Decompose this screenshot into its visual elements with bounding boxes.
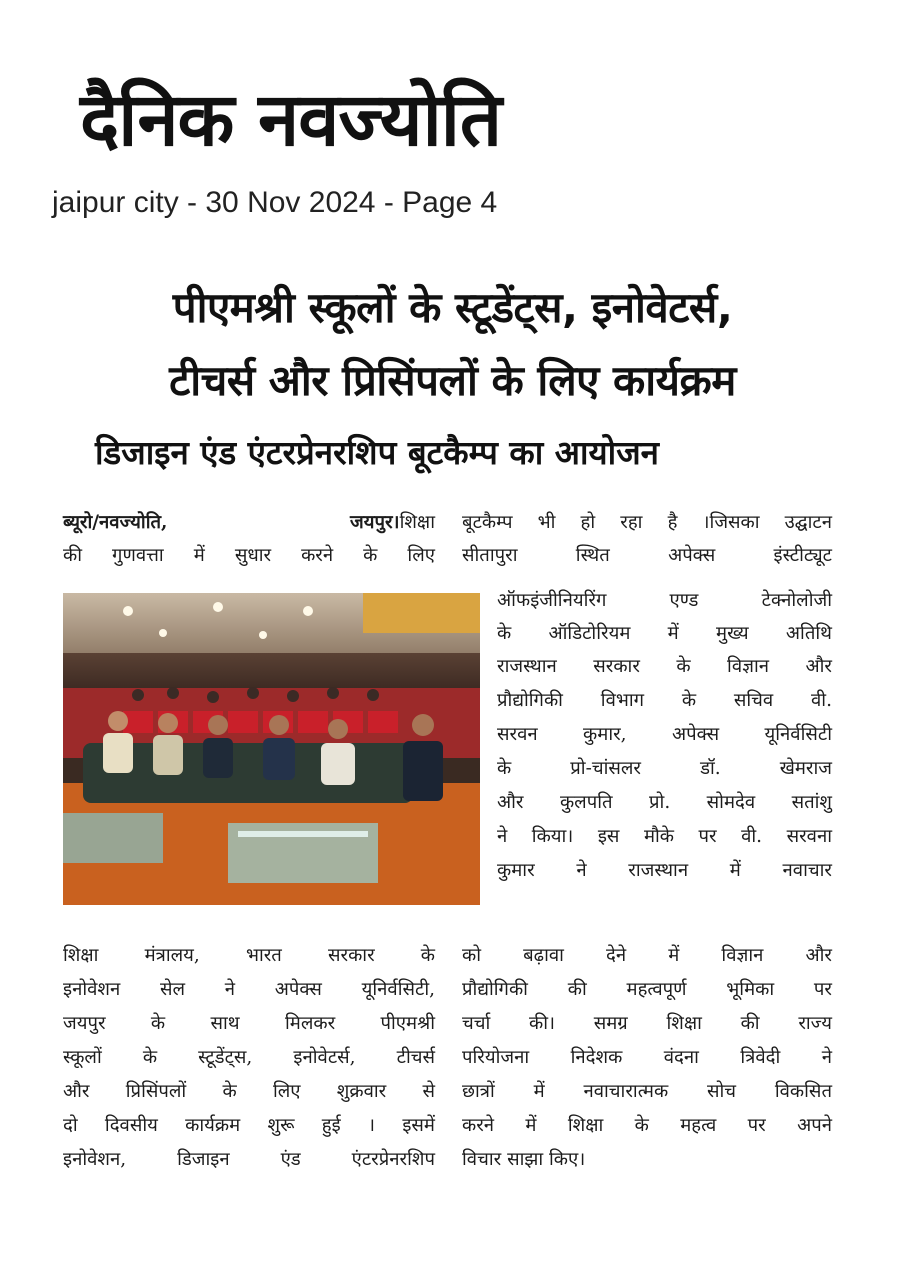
article-line: परियोजना निदेशक वंदना त्रिवेदी ने xyxy=(462,1047,832,1068)
headline-line-1: पीएमश्री स्कूलों के स्टूडेंट्स, इनोवेटर्स, xyxy=(172,283,733,332)
article-line: राजस्थान सरकार के विज्ञान और xyxy=(497,656,832,677)
article-line: स्कूलों के स्टूडेंट्स, इनोवेटर्स, टीचर्स xyxy=(63,1047,435,1068)
article-line: इनोवेशन सेल ने अपेक्स यूनिर्वसिटी, xyxy=(63,979,435,1000)
article-line: जयपुर के साथ मिलकर पीएमश्री xyxy=(63,1013,435,1034)
article-line: ने किया। इस मौके पर वी. सरवना xyxy=(497,826,832,847)
article-line: और कुलपति प्रो. सोमदेव सतांशु xyxy=(497,792,832,813)
article-line: प्रौद्योगिकी की महत्वपूर्ण भूमिका पर xyxy=(462,979,832,1000)
article-line: करने में शिक्षा के महत्व पर अपने xyxy=(462,1115,832,1136)
auditorium-photo-illustration xyxy=(63,593,480,905)
article-line: कुमार ने राजस्थान में नवाचार xyxy=(497,860,832,881)
article-line: छात्रों में नवाचारात्मक सोच विकसित xyxy=(462,1081,832,1102)
article-line: सरवन कुमार, अपेक्स यूनिर्वसिटी xyxy=(497,724,832,745)
edition-dateline: jaipur city - 30 Nov 2024 - Page 4 xyxy=(52,186,498,219)
article-line: शिक्षा मंत्रालय, भारत सरकार के xyxy=(63,945,435,966)
headline-line-2: टीचर्स और प्रिसिंपलों के लिए कार्यक्रम xyxy=(169,356,736,405)
article-line: ऑफइंजीनियरिंग एण्ड टेक्नोलोजी xyxy=(497,590,832,611)
article-line: दो दिवसीय कार्यक्रम शुरू हुई । इसमें xyxy=(63,1115,435,1136)
article-line: के प्रो-चांसलर डॉ. खेमराज xyxy=(497,758,832,779)
article-line: विचार साझा किए। xyxy=(462,1149,586,1170)
article-line: बूटकैम्प भी हो रहा है ।जिसका उद्घाटन xyxy=(462,512,832,533)
byline: ब्यूरो/नवज्योति, जयपुर। xyxy=(63,512,400,533)
event-photo xyxy=(63,593,480,905)
subheadline: डिजाइन एंड एंटरप्रेनरशिप बूटकैम्प का आयोजन xyxy=(95,433,659,472)
byline-paragraph-line: ब्यूरो/नवज्योति, जयपुर।शिक्षा xyxy=(63,512,435,533)
newspaper-masthead: दैनिक नवज्योति xyxy=(80,77,502,163)
article-line: के ऑडिटोरियम में मुख्य अतिथि xyxy=(497,623,832,644)
article-line: प्रौद्योगिकी विभाग के सचिव वी. xyxy=(497,690,832,711)
article-line: को बढ़ावा देने में विज्ञान और xyxy=(462,945,832,966)
article-line: इनोवेशन, डिजाइन एंड एंटरप्रेनरशिप xyxy=(63,1149,435,1170)
article-line: सीतापुरा स्थित अपेक्स इंस्टीट्यूट xyxy=(462,545,832,566)
article-line: की गुणवत्ता में सुधार करने के लिए xyxy=(63,545,435,566)
article-line: और प्रिसिंपलों के लिए शुक्रवार से xyxy=(63,1081,435,1102)
article-line: चर्चा की। समग्र शिक्षा की राज्य xyxy=(462,1013,832,1034)
